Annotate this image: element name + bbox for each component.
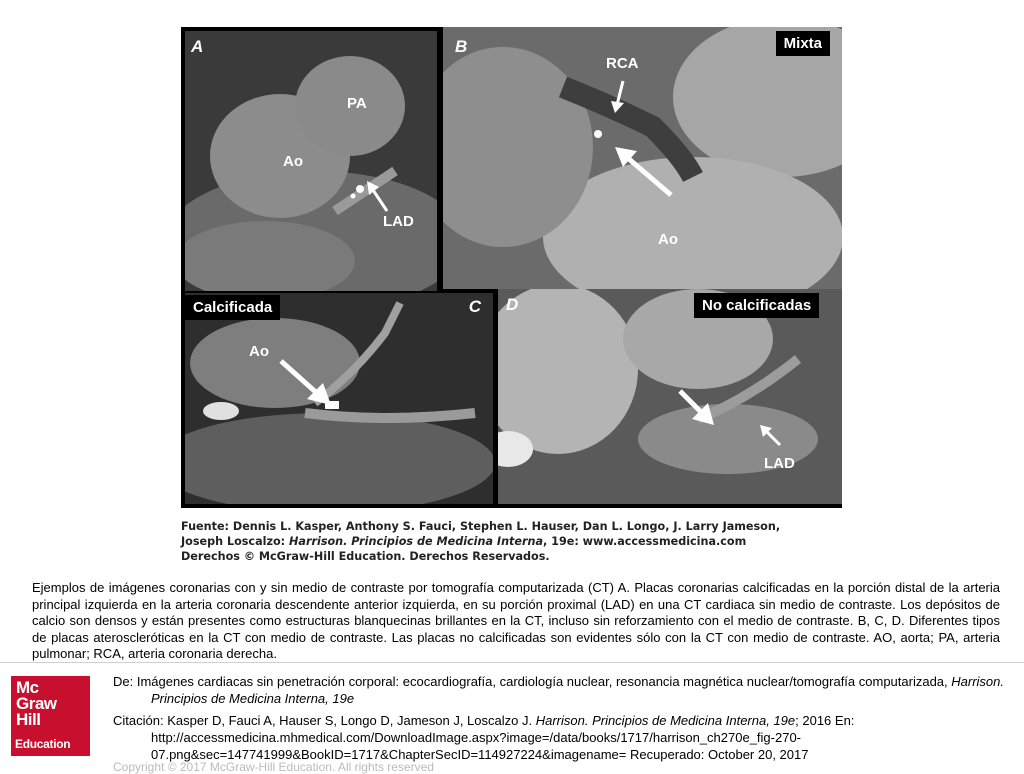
reference-from: [113, 673, 1024, 707]
logo-line-2: Graw: [16, 694, 57, 713]
panel-c-letter: C: [468, 297, 481, 316]
panel-a-ao-label: Ao: [283, 153, 303, 170]
logo-line-1: Mc: [16, 678, 39, 697]
figure-source: [181, 519, 821, 564]
panel-b-rca-arrow: [609, 79, 629, 113]
citation-suffix: ; 2016 En: http://accessmedicina.mhmedical.com/DownloadImage.aspx?image=/data/books/1717/harrison_ch270e_fig-270-07.png&sec=147741999&BookID=1717&ChapterSecID=114927224&imagename= Recuperado: October 20, 2017: [151, 713, 855, 762]
panel-b-ao-label: Ao: [658, 231, 678, 248]
panel-d-letter: D: [506, 295, 519, 314]
panel-a-pa-label: PA: [347, 95, 367, 112]
panel-b-rca-label: RCA: [606, 55, 639, 72]
logo-line-3: Hill: [16, 710, 41, 729]
copyright-text: Copyright © 2017 McGraw-Hill Education. All rights reserved: [113, 760, 434, 774]
panel-c-tag: Calcificada: [185, 295, 280, 320]
source-line-2-b: , 19e: www.accessmedicina.com: [543, 535, 747, 548]
panel-d-lad-label: LAD: [764, 455, 795, 472]
panel-b-letter: B: [455, 37, 468, 56]
citation-title: Harrison. Principios de Medicina Interna, 19e: [535, 713, 796, 728]
source-line-2: [181, 534, 821, 549]
figure-caption: Ejemplos de imágenes coronarias con y sin medio de contraste por tomografía computarizada (CT) A. Placas coronarias calcificadas en la porción distal de la arteria principal izquierda en la arteria coronaria descendente anterior izquierda, en su porción proximal (LAD) en una CT cardiaca sin medio de contraste. Los depósitos de calcio son densos y están presentes como estructuras blanquecinas brillantes en la CT, incluso sin reforzamiento con el medio de contraste. B, C, D. Diferentes tipos de placas ateroscleróticas en la CT con medio de contraste. Las placas no calcificadas son evidentes sólo con la CT con medio de contraste. AO, aorta; PA, arteria pulmonar; RCA, arteria coronaria derecha.: [32, 580, 1000, 661]
panel-b-image: [443, 27, 842, 289]
source-line-2-a: Joseph Loscalzo:: [181, 535, 290, 548]
logo-line-4: Education: [15, 737, 71, 751]
mcgraw-hill-logo: [11, 676, 90, 756]
panel-d-image: [498, 289, 842, 504]
panel-a-letter: A: [191, 37, 204, 56]
panel-a-image: [185, 31, 437, 291]
reference-from-prefix: De: Imágenes cardiacas sin penetración corporal: ecocardiografía, cardiología nuclear, resonancia magnética nuclear/tomografía computarizada,: [113, 674, 952, 689]
ct-figure: [181, 27, 842, 508]
panel-d-tag: No calcificadas: [694, 293, 819, 318]
panel-b-plaque-arrow: [615, 147, 675, 199]
panel-d-arrow: [676, 387, 716, 427]
panel-d-lad-arrow: [760, 425, 782, 447]
panel-b-tag: Mixta: [776, 31, 830, 56]
panel-a-lad-label: LAD: [383, 213, 414, 230]
divider: [0, 662, 1024, 663]
panel-a-arrow: [365, 181, 395, 215]
panel-c-arrow: [277, 357, 333, 407]
source-line-2-title: Harrison. Principios de Medicina Interna: [289, 535, 544, 548]
panel-c-image: [185, 293, 493, 504]
source-line-3: Derechos © McGraw-Hill Education. Derechos Reservados.: [181, 550, 550, 563]
source-line-1: Fuente: Dennis L. Kasper, Anthony S. Fauci, Stephen L. Hauser, Dan L. Longo, J. Larry Jameson,: [181, 520, 781, 533]
citation: [113, 712, 1024, 763]
citation-prefix: Citación: Kasper D, Fauci A, Hauser S, Longo D, Jameson J, Loscalzo J: [113, 713, 529, 728]
citation-dot: .: [528, 713, 536, 728]
reference-from-title: Harrison. Principios de Medicina Interna, 19e: [151, 674, 1004, 706]
panel-c-ao-label: Ao: [249, 343, 269, 360]
